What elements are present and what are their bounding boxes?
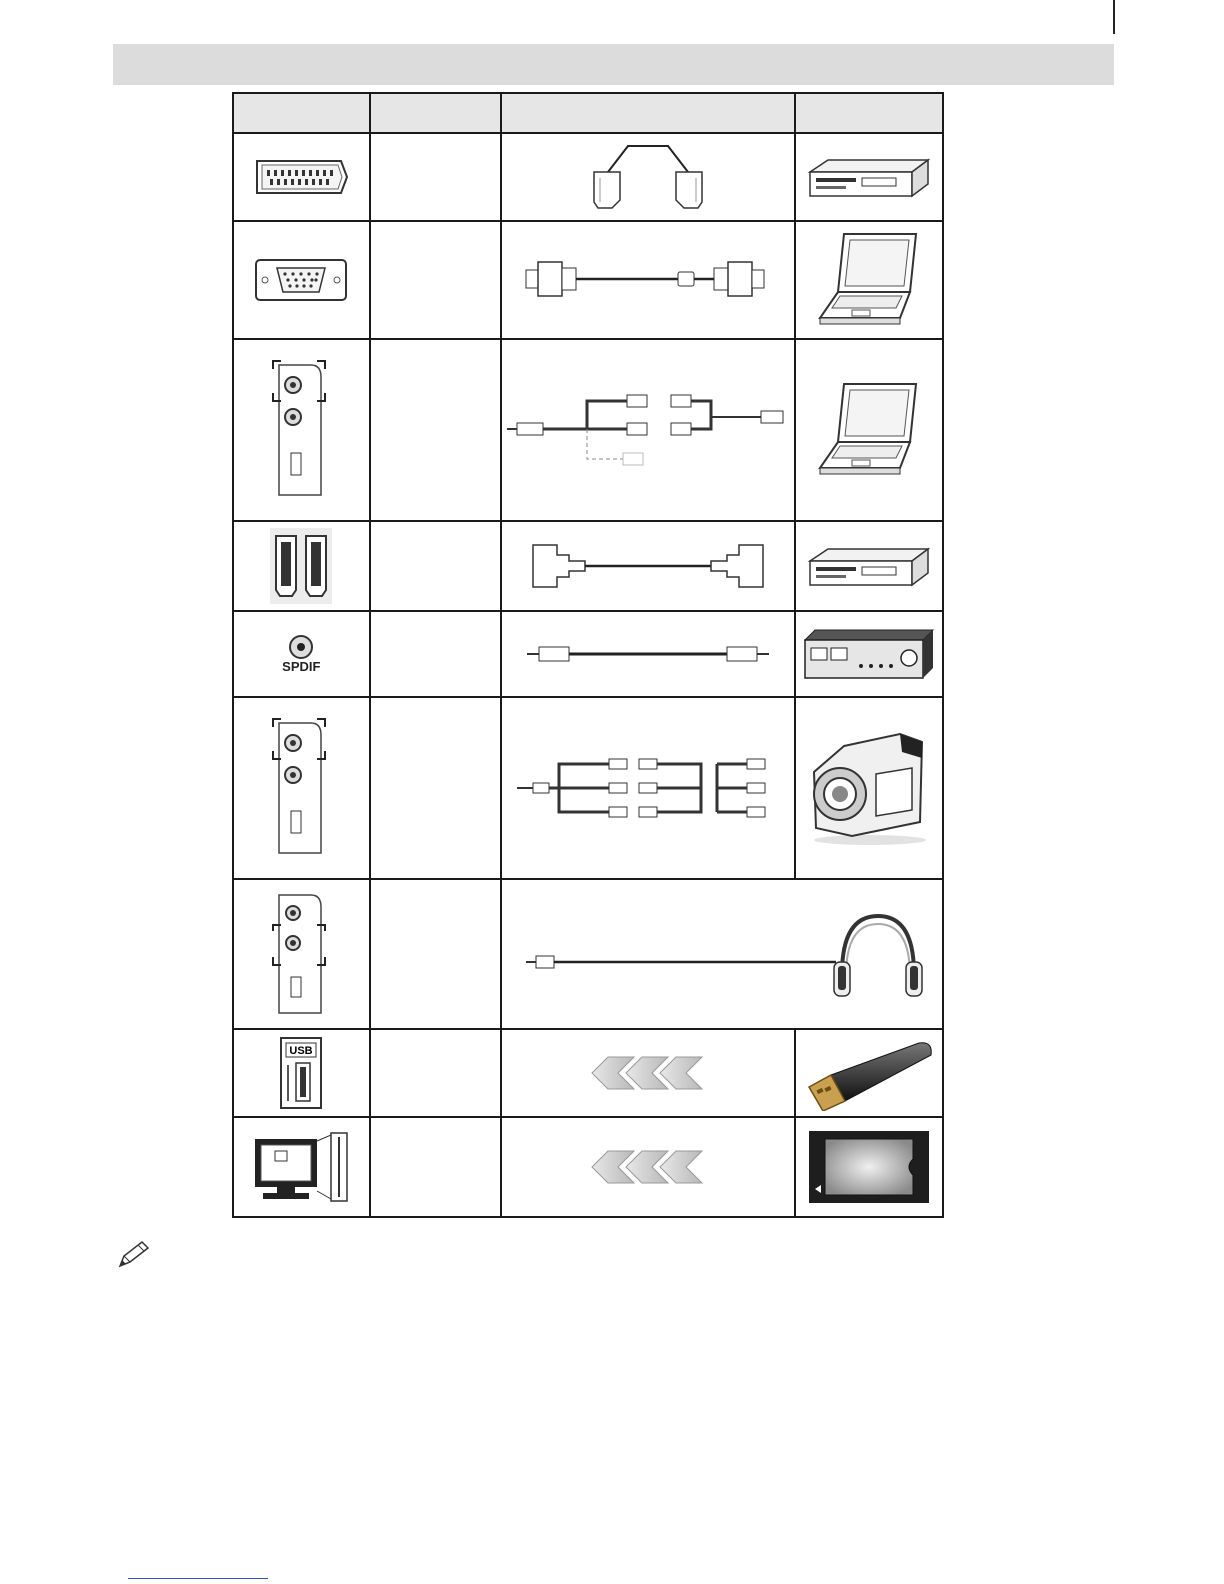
table-row: [233, 1029, 943, 1117]
scart-cable-icon: [501, 133, 795, 221]
header-connector: [233, 93, 370, 133]
table-row: [233, 697, 943, 879]
table-row: [233, 339, 943, 521]
usb-port-icon: [233, 1029, 370, 1117]
side-av-port-icon: [233, 697, 370, 879]
section-title-bar: [113, 44, 1114, 85]
table-header-row: [233, 93, 943, 133]
note-pencil-icon: [116, 1240, 152, 1270]
side-av-port-icon: [233, 339, 370, 521]
table-row: [233, 133, 943, 221]
header-device: [795, 93, 943, 133]
scart-port-icon: [233, 133, 370, 221]
av-cable-icon: [501, 697, 795, 879]
scart-label-cell: [370, 133, 501, 221]
audio-amplifier-icon: [795, 611, 943, 697]
av-audio-cable-icon: [501, 339, 795, 521]
dvd-player-icon: [795, 521, 943, 611]
ci-insert-arrows-icon: [501, 1117, 795, 1217]
ci-label-cell: [370, 1117, 501, 1217]
side-av-label-cell: [370, 339, 501, 521]
headphone-port-icon: [233, 879, 370, 1029]
headphone-label-cell: [370, 879, 501, 1029]
usb-stick-icon: [795, 1029, 943, 1117]
dvd-player-icon: [795, 133, 943, 221]
vga-label-cell: [370, 221, 501, 339]
top-rule: [1113, 0, 1115, 34]
ci-slot-icon: [233, 1117, 370, 1217]
table-row: [233, 879, 943, 1029]
table-row: [233, 1117, 943, 1217]
laptop-icon: [795, 339, 943, 521]
table-row: [233, 221, 943, 339]
side-av-label-cell: [370, 697, 501, 879]
camcorder-icon: [795, 697, 943, 879]
table-row: [233, 521, 943, 611]
usb-label-cell: [370, 1029, 501, 1117]
usb-port-label: USB: [289, 1045, 313, 1057]
hdmi-cable-icon: [501, 521, 795, 611]
table-row: [233, 611, 943, 697]
header-type: [370, 93, 501, 133]
spdif-port-label: SPDIF: [282, 658, 321, 674]
spdif-port-icon: [233, 611, 370, 697]
coaxial-cable-icon: [501, 611, 795, 697]
hdmi-port-icon: [233, 521, 370, 611]
laptop-icon: [795, 221, 943, 339]
connection-table: [232, 92, 944, 1218]
cam-module-icon: [795, 1117, 943, 1217]
headphone-cable-icon: [501, 879, 943, 1029]
spdif-label-cell: [370, 611, 501, 697]
footer-link-underline: [128, 1578, 268, 1579]
vga-port-icon: [233, 221, 370, 339]
vga-cable-icon: [501, 221, 795, 339]
hdmi-label-cell: [370, 521, 501, 611]
header-cables: [501, 93, 795, 133]
usb-insert-arrows-icon: [501, 1029, 795, 1117]
